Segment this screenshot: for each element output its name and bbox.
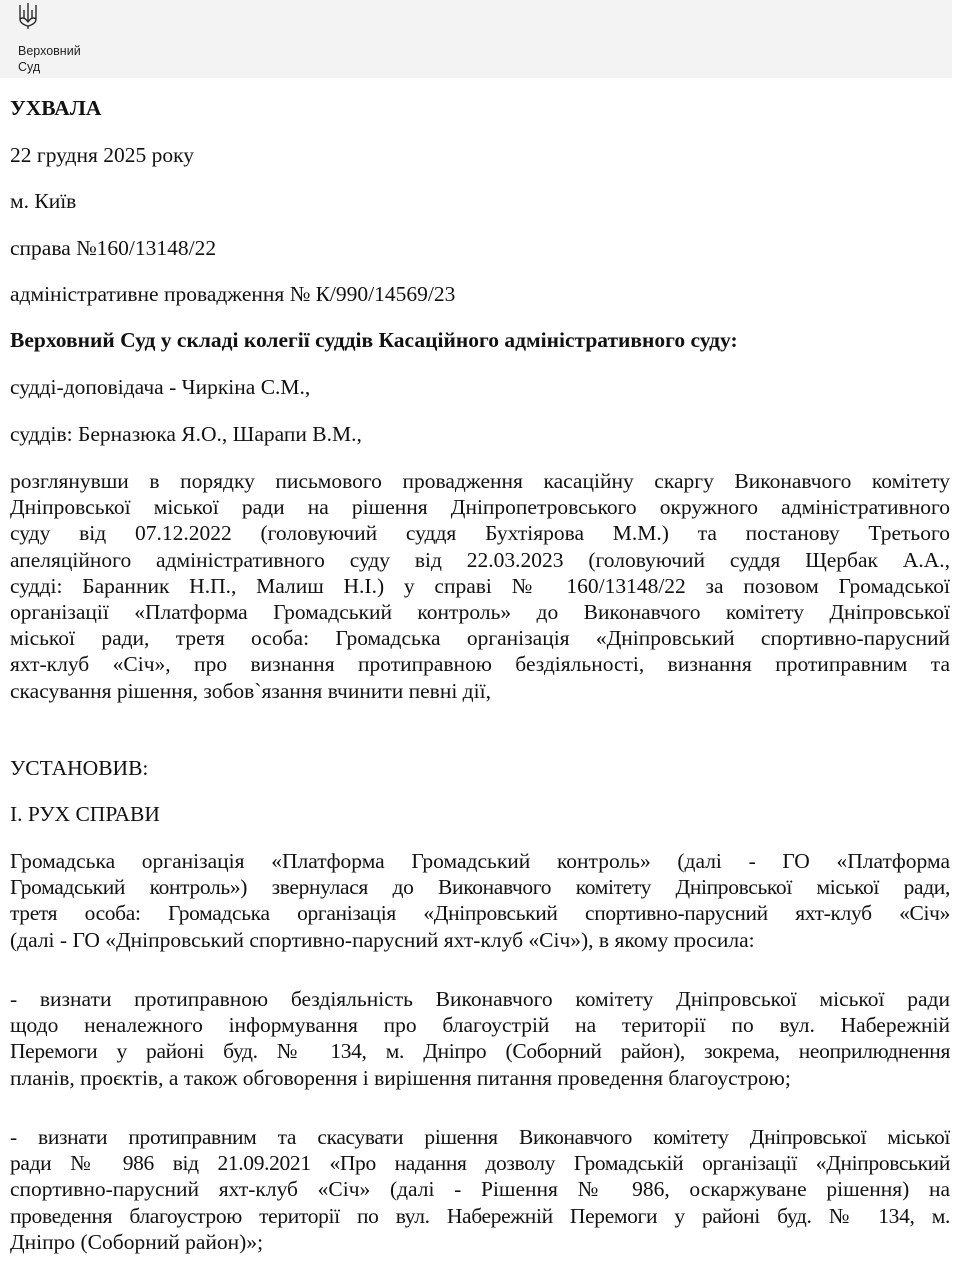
paragraph-line: Дніпро (Соборний район)»; [10, 1229, 264, 1254]
intro-line: судді: Баранник Н.П., Малиш Н.І.) у справі № 160/13148/22 за позовом Громадської [10, 573, 950, 598]
paragraph-line: третя особа: Громадська організація «Дніпровський спортивно-парусний яхт-клуб «Січ» [10, 901, 950, 926]
court-logo [18, 2, 98, 78]
paragraph-2 [10, 986, 950, 1091]
case-number: справа №160/13148/22 [10, 236, 217, 260]
paragraph-line: щодо неналежного інформування про благоустрій на території по вул. Набережній [10, 1013, 950, 1038]
established-heading: УСТАНОВИВ: [10, 756, 149, 780]
document-city: м. Київ [10, 189, 77, 213]
document-title: УХВАЛА [10, 96, 102, 120]
logo-text [18, 43, 81, 75]
paragraph-line: Громадська організація «Платформа Громадський контроль» (далі - ГО «Платформа [10, 849, 950, 873]
logo-line-1: Верховний [18, 44, 81, 58]
paragraph-line: - визнати протиправним та скасувати рішення Виконавчого комітету Дніпровської міської [10, 1125, 950, 1149]
intro-paragraph [10, 468, 950, 704]
document-date: 22 грудня 2025 року [10, 143, 195, 167]
intro-line: яхт-клуб «Січ», про визнання протиправною бездіяльності, визнання протиправним та [10, 652, 950, 677]
judges-list: суддів: Берназюка Я.О., Шарапи В.М., [10, 422, 362, 446]
paragraph-line: спортивно-парусний яхт-клуб «Січ» (далі - Рішення № 986, оскаржуване рішення) на [10, 1177, 950, 1202]
paragraph-line: Громадський контроль») звернулася до Виконавчого комітету Дніпровської міської ради, [10, 875, 950, 900]
intro-line: міської ради, третя особа: Громадська організація «Дніпровський спортивно-парусний [10, 626, 950, 651]
trident-icon [18, 2, 38, 30]
paragraph-line: ради № 986 від 21.09.2021 «Про надання дозволу Громадській організації «Дніпровський [10, 1151, 950, 1176]
paragraph-line: (далі - ГО «Дніпровський спортивно-парусний яхт-клуб «Січ»), в якому просила: [10, 927, 755, 952]
logo-line-2: Суд [18, 60, 41, 74]
proceeding-number: адміністративне провадження № К/990/14569/23 [10, 282, 456, 306]
paragraph-line: планів, проєктів, а також обговорення і вирішення питання проведення благоустрою; [10, 1065, 791, 1090]
judge-rapporteur: судді-доповідача - Чиркіна С.М., [10, 375, 311, 399]
paragraph-line: проведення благоустрою території по вул. Набережній Перемоги у районі буд. № 134, м. [10, 1203, 950, 1228]
intro-line: Дніпровської міської ради на рішення Дніпропетровського окружного адміністративного [10, 495, 950, 520]
intro-line: суду від 07.12.2022 (головуючий суддя Бухтіярова М.М.) та постанову Третього [10, 521, 950, 546]
intro-line: розглянувши в порядку письмового провадження касаційну скаргу Виконавчого комітету [10, 469, 950, 493]
paragraph-3 [10, 1124, 950, 1255]
paragraph-line: - визнати протиправною бездіяльність Виконавчого комітету Дніпровської міської ради [10, 987, 950, 1011]
paragraph-line: Перемоги у районі буд. № 134, м. Дніпро (Соборний район), зокрема, неоприлюднення [10, 1039, 950, 1064]
intro-line: апеляційного адміністративного суду від 22.03.2023 (головуючий суддя Щербак А.А., [10, 547, 950, 572]
intro-line: скасування рішення, зобов`язання вчинити певні дії, [10, 678, 491, 703]
paragraph-1 [10, 848, 950, 953]
section-heading: I. РУХ СПРАВИ [10, 802, 160, 826]
header-bar [0, 0, 952, 78]
intro-line: організації «Платформа Громадський контроль» до Виконавчого комітету Дніпровської [10, 599, 950, 624]
court-composition: Верховний Суд у складі колегії суддів Касаційного адміністративного суду: [10, 328, 738, 352]
